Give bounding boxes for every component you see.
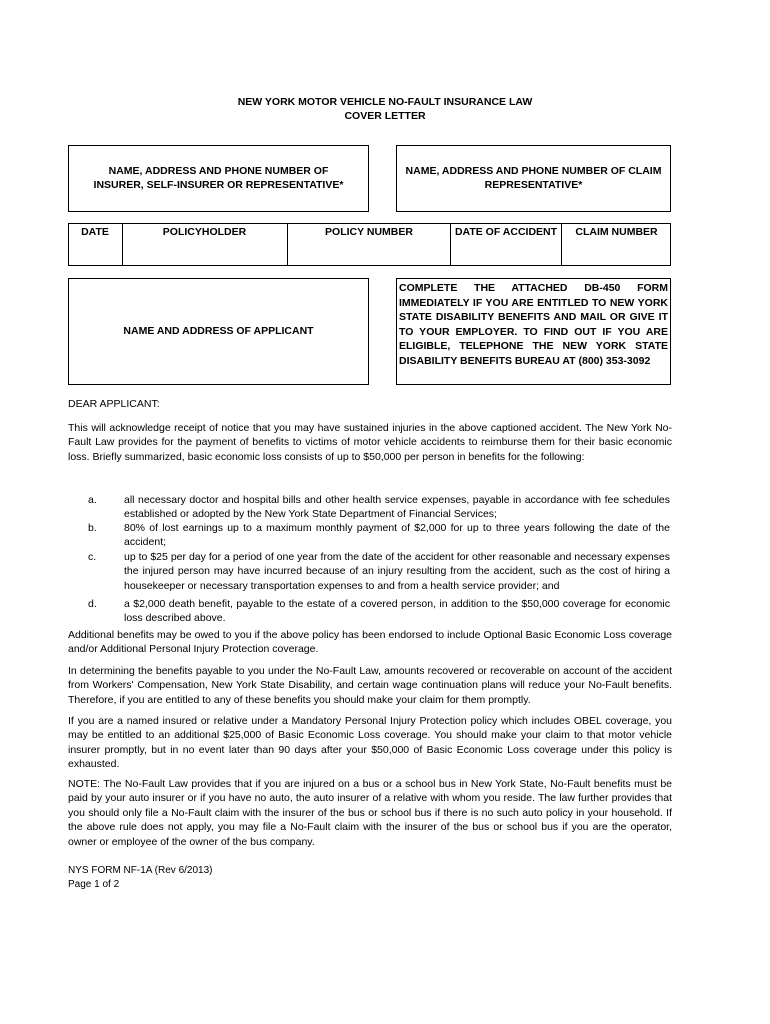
applicant-label: NAME AND ADDRESS OF APPLICANT — [123, 325, 314, 337]
list-item-letter: d. — [88, 598, 97, 610]
list-item-letter: a. — [88, 494, 97, 506]
page-number: Page 1 of 2 — [68, 879, 120, 890]
disability-notice-box — [396, 278, 671, 385]
intro-paragraph: This will acknowledge receipt of notice that you may have sustained injuries in the above captioned accident. The New York No-Fault Law provides for the payment of benefits to victims of motor vehicle accidents to reimburse them for their basic economic loss. Briefly summarized, basic economic loss consists of up to $50,000 per person in benefits for the following: — [68, 422, 672, 463]
list-item-text: all necessary doctor and hospital bills and other health service expenses, payable in accordance with fee schedules established or adopted by the New York State Department of Financial Services; — [124, 494, 670, 521]
insurer-box[interactable] — [68, 145, 369, 212]
form-id: NYS FORM NF-1A (Rev 6/2013) — [68, 865, 213, 876]
named-insured-paragraph: If you are a named insured or relative under a Mandatory Personal Injury Protection policy which includes OBEL coverage, you may be entitled to an additional $25,000 of Basic Economic Loss coverage. You should make your claim to that motor vehicle insurer promptly, but in no event later than 90 days after your $50,000 of Basic Economic Loss coverage under this policy is exhausted. — [68, 715, 672, 771]
bus-note-paragraph: NOTE: The No-Fault Law provides that if you are injured on a bus or a school bus in New York State, No-Fault benefits must be paid by your auto insurer or if you have no auto, the auto insurer of a relative with whom you reside. The law further provides that you should only file a No-Fault claim with the insurer of the bus or school bus if there is no such auto policy in your household. If the above rule does not apply, you may file a No-Fault claim with the insurer of the bus or school bus if you are the operator, owner or employee of the owner of the bus company. — [68, 778, 672, 848]
date-of-accident-cell[interactable]: DATE OF ACCIDENT — [454, 226, 558, 238]
insurer-label-line2: INSURER, SELF-INSURER OR REPRESENTATIVE* — [93, 179, 344, 191]
form-subtitle: COVER LETTER — [344, 110, 426, 122]
insurer-label-line1: NAME, ADDRESS AND PHONE NUMBER OF — [108, 165, 329, 177]
disability-notice-text: COMPLETE THE ATTACHED DB-450 FORM IMMEDIATELY IF YOU ARE ENTITLED TO NEW YORK STATE DISABILITY BENEFITS AND MAIL OR GIVE IT TO YOUR EMPLOYER. TO FIND OUT IF YOU ARE ELIGIBLE, TELEPHONE THE NEW YORK STATE DISABILITY BENEFITS BUREAU AT (800) 353-3092 — [399, 282, 668, 367]
applicant-box[interactable] — [68, 278, 369, 385]
salutation: DEAR APPLICANT: — [68, 398, 160, 410]
claim-representative-box[interactable] — [396, 145, 671, 212]
claim-rep-label-line1: NAME, ADDRESS AND PHONE NUMBER OF CLAIM — [405, 165, 662, 177]
policyholder-cell[interactable]: POLICYHOLDER — [162, 226, 247, 238]
list-item-letter: c. — [88, 551, 97, 563]
claim-number-cell[interactable]: CLAIM NUMBER — [575, 226, 658, 238]
list-item-letter: b. — [88, 522, 97, 534]
form-title: NEW YORK MOTOR VEHICLE NO-FAULT INSURANCE LAW — [237, 96, 533, 108]
claim-rep-label-line2: REPRESENTATIVE* — [484, 179, 583, 191]
list-item-text: 80% of lost earnings up to a maximum monthly payment of $2,000 for up to three years following the date of the accident; — [124, 522, 670, 549]
list-item-text: up to $25 per day for a period of one year from the date of the accident for other reasonable and necessary expenses the injured person may have incurred because of an injury resulting from the accident, such as the cost of hiring a housekeeper or necessary transportation expenses to and from a health service provider; and — [124, 551, 670, 592]
date-cell[interactable]: DATE — [81, 226, 109, 238]
additional-benefits-paragraph: Additional benefits may be owed to you if the above policy has been endorsed to include Optional Basic Economic Loss coverage and/or Additional Personal Injury Protection coverage. — [68, 629, 672, 656]
determining-benefits-paragraph: In determining the benefits payable to you under the No-Fault Law, amounts recovered or recoverable on account of the accident from Workers' Compensation, New York State Disability, and certain wage continuation plans will reduce your No-Fault benefits. Therefore, if you are entitled to any of these benefits you should make your claim for them promptly. — [68, 665, 672, 706]
policy-number-cell[interactable]: POLICY NUMBER — [325, 226, 413, 238]
list-item-text: a $2,000 death benefit, payable to the estate of a covered person, in addition to the $50,000 coverage for economic loss described above. — [124, 598, 670, 625]
